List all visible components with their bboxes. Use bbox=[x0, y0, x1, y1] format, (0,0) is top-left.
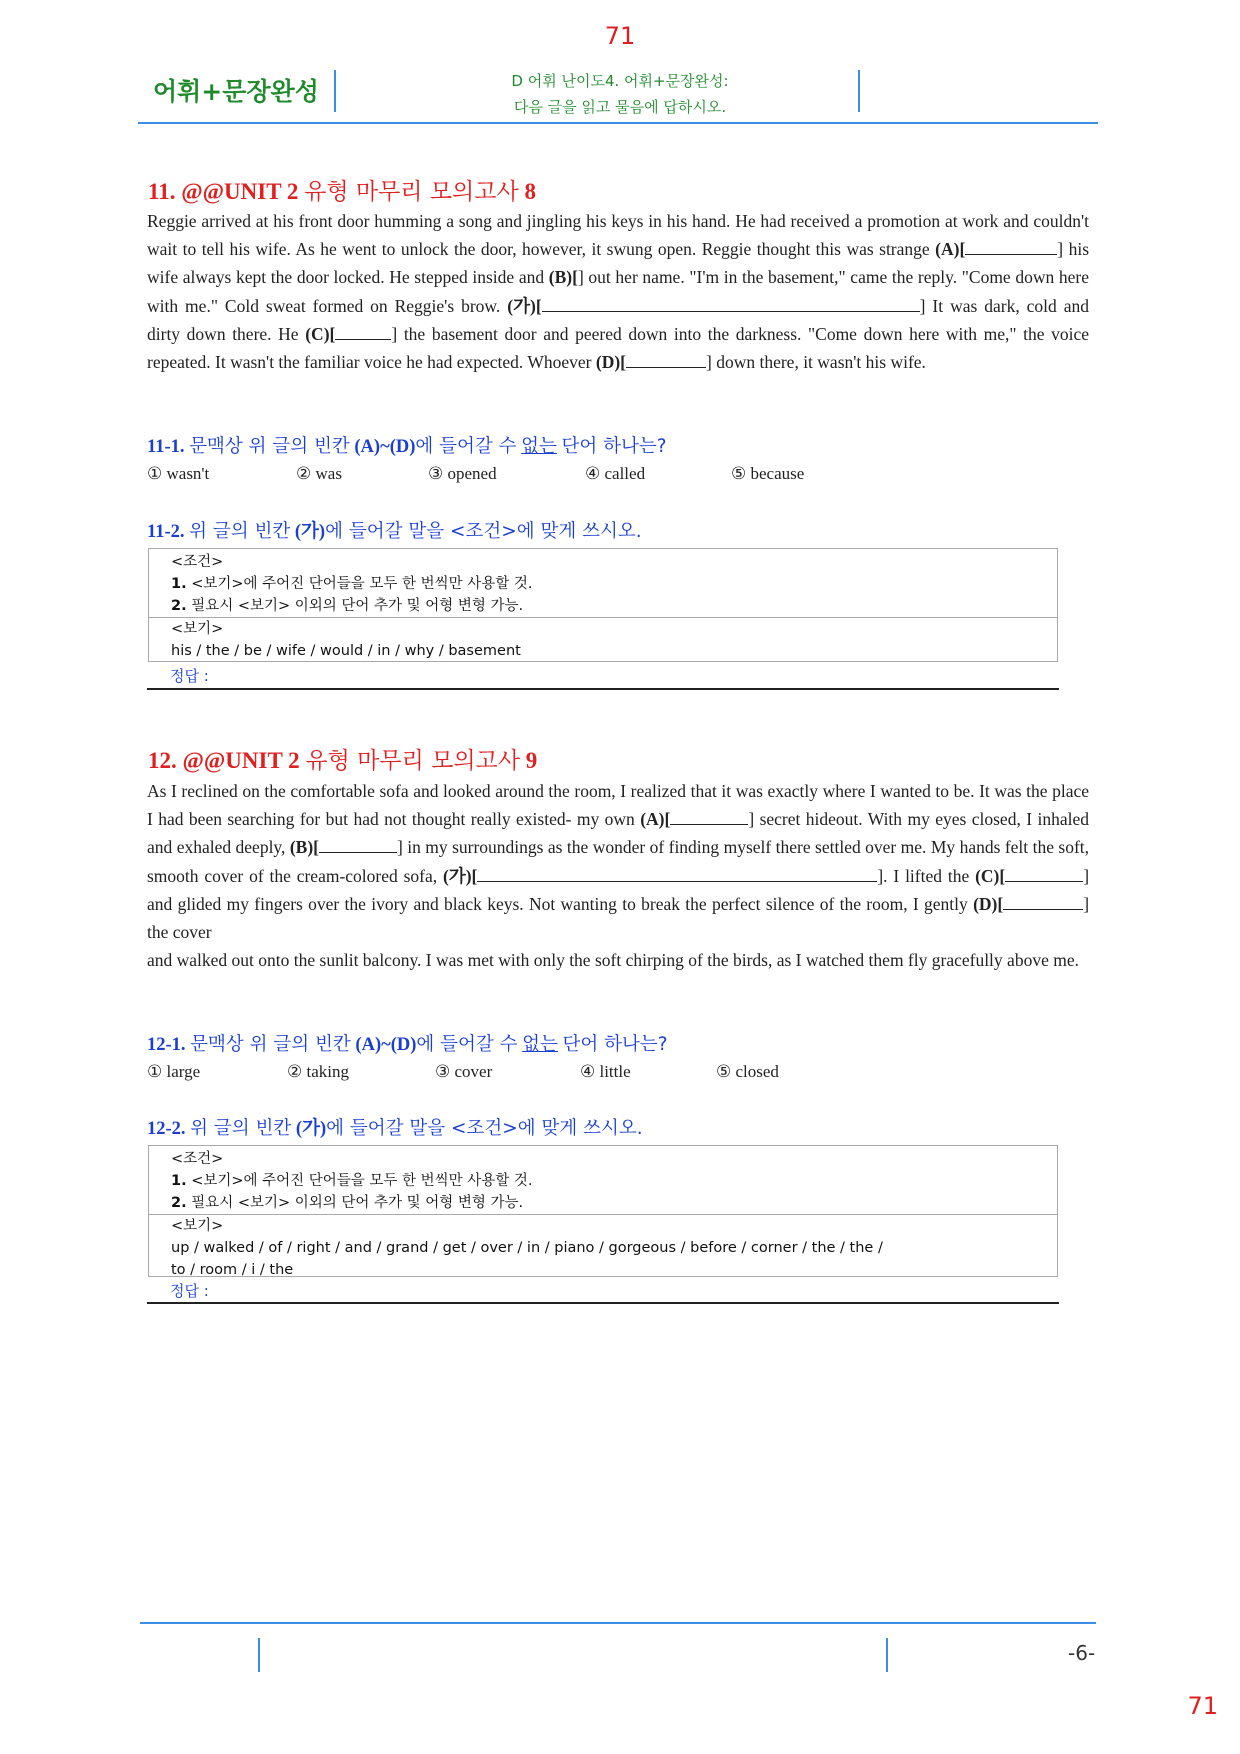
header-description bbox=[420, 68, 820, 120]
q11-option-2[interactable]: ② was bbox=[296, 464, 342, 483]
condition-label: <조건> bbox=[171, 1151, 224, 1167]
blank-d bbox=[1003, 891, 1083, 910]
blank-c bbox=[1005, 863, 1083, 882]
q12-option-3[interactable]: ③ cover bbox=[435, 1062, 493, 1081]
header-divider-right bbox=[858, 70, 860, 112]
q12-option-2[interactable]: ② taking bbox=[287, 1062, 349, 1081]
condition-1: 1. <보기>에 주어진 단어들을 모두 한 번씩만 사용할 것. bbox=[171, 1173, 533, 1189]
q12-passage: As I reclined on the comfortable sofa and looked around the room, I realized that it was exactly where I wanted to be. It was the place I had been searching for but had not thought really existed- my own (A)[ ] secret hideout. With my eyes closed, I inhaled and exhaled deeply, (B)[ ] in my surroundings as the wonder of finding myself there settled over me. My hands felt the soft, smooth cover of the cream-colored sofa, (가)[ ]. I lifted the (C)[ ] and glided my fingers over the ivory and black keys. Not wanting to break the perfect silence of the room, I gently (D)[ ] the cover and walked out onto the sunlit balcony. I was met with only the soft chirping of the birds, as I watched them fly gracefully above me. bbox=[147, 781, 1090, 971]
q11-condition-box bbox=[148, 548, 1058, 662]
q11-option-3[interactable]: ③ opened bbox=[428, 464, 497, 483]
header-desc-line2: 다음 글을 읽고 물음에 답하시오. bbox=[513, 98, 727, 116]
footer-divider-left bbox=[258, 1638, 260, 1672]
blank-ga bbox=[542, 293, 920, 312]
bogi-label: <보기> bbox=[171, 621, 224, 637]
condition-2: 2. 필요시 <보기> 이외의 단어 추가 및 어형 변형 가능. bbox=[171, 1195, 524, 1211]
header-rule bbox=[138, 122, 1098, 124]
bogi-label: <보기> bbox=[171, 1218, 224, 1234]
footer-page-text: -6- bbox=[1068, 1641, 1096, 1665]
category-title: 어휘+문장완성 bbox=[153, 77, 319, 106]
condition-1: 1. <보기>에 주어진 단어들을 모두 한 번씩만 사용할 것. bbox=[171, 576, 533, 592]
q12-2-question: 12-2. 위 글의 빈칸 (가)에 들어갈 말을 <조건>에 맞게 쓰시오. bbox=[147, 1118, 643, 1139]
q12-1-question: 12-1. 문맥상 위 글의 빈칸 (A)~(D)에 들어갈 수 없는 단어 하나는? bbox=[147, 1034, 668, 1055]
q12-answer-line[interactable] bbox=[147, 1302, 1059, 1304]
q12-condition-box bbox=[148, 1145, 1058, 1277]
q11-title: 11. @@UNIT 2 유형 마무리 모의고사 8 bbox=[148, 179, 536, 205]
q12-title: 12. @@UNIT 2 유형 마무리 모의고사 9 bbox=[148, 748, 538, 774]
q11-1-question: 11-1. 문맥상 위 글의 빈칸 (A)~(D)에 들어갈 수 없는 단어 하나는? bbox=[147, 436, 667, 457]
q12-answer-label: 정답 : bbox=[170, 1282, 209, 1300]
blank-b bbox=[319, 834, 397, 853]
bogi-words: his / the / be / wife / would / in / why / basement bbox=[171, 643, 521, 659]
q11-option-5[interactable]: ⑤ because bbox=[731, 464, 805, 483]
q11-2-question: 11-2. 위 글의 빈칸 (가)에 들어갈 말을 <조건>에 맞게 쓰시오. bbox=[147, 521, 642, 542]
q12-option-4[interactable]: ④ little bbox=[580, 1062, 631, 1081]
condition-2: 2. 필요시 <보기> 이외의 단어 추가 및 어형 변형 가능. bbox=[171, 598, 524, 614]
blank-a bbox=[965, 236, 1057, 255]
footer-divider-right bbox=[886, 1638, 888, 1672]
condition-label: <조건> bbox=[171, 554, 224, 570]
blank-ga bbox=[477, 863, 877, 882]
page-number-bottom: 71 bbox=[1187, 1692, 1218, 1720]
q11-passage: Reggie arrived at his front door humming a song and jingling his keys in his hand. He had received a promotion at work and couldn't wait to tell his wife. As he went to unlock the door, however, it swung open. Reggie thought this was strange (A)[ ] his wife always kept the door locked. He stepped inside and (B)[] out her name. "I'm in the basement," came the reply. "Come down here with me." Cold sweat formed on Reggie's brow. (가)[ ] It was dark, cold and dirty down there. He (C)[ ] the basement door and peered down into the darkness. "Come down here with me," the voice repeated. It wasn't the familiar voice he had expected. Whoever (D)[ ] down there, it wasn't his wife. bbox=[147, 211, 1090, 373]
header-desc-line1: D 어휘 난이도4. 어휘+문장완성: bbox=[511, 72, 729, 90]
blank-a bbox=[670, 806, 748, 825]
q11-option-4[interactable]: ④ called bbox=[585, 464, 646, 483]
q11-answer-label: 정답 : bbox=[170, 667, 209, 685]
bogi-words-line2: to / room / i / the bbox=[171, 1262, 294, 1278]
blank-d bbox=[626, 349, 706, 368]
header-divider-left bbox=[334, 70, 336, 112]
footer-rule bbox=[140, 1622, 1096, 1624]
bogi-words-line1: up / walked / of / right / and / grand / get / over / in / piano / gorgeous / before / corner / the / the / bbox=[171, 1240, 883, 1256]
q12-option-1[interactable]: ① large bbox=[147, 1062, 201, 1081]
q11-option-1[interactable]: ① wasn't bbox=[147, 464, 210, 483]
q12-option-5[interactable]: ⑤ closed bbox=[716, 1062, 779, 1081]
blank-c bbox=[335, 321, 391, 340]
q11-answer-line[interactable] bbox=[147, 688, 1059, 690]
page-number-top: 71 bbox=[604, 22, 636, 50]
